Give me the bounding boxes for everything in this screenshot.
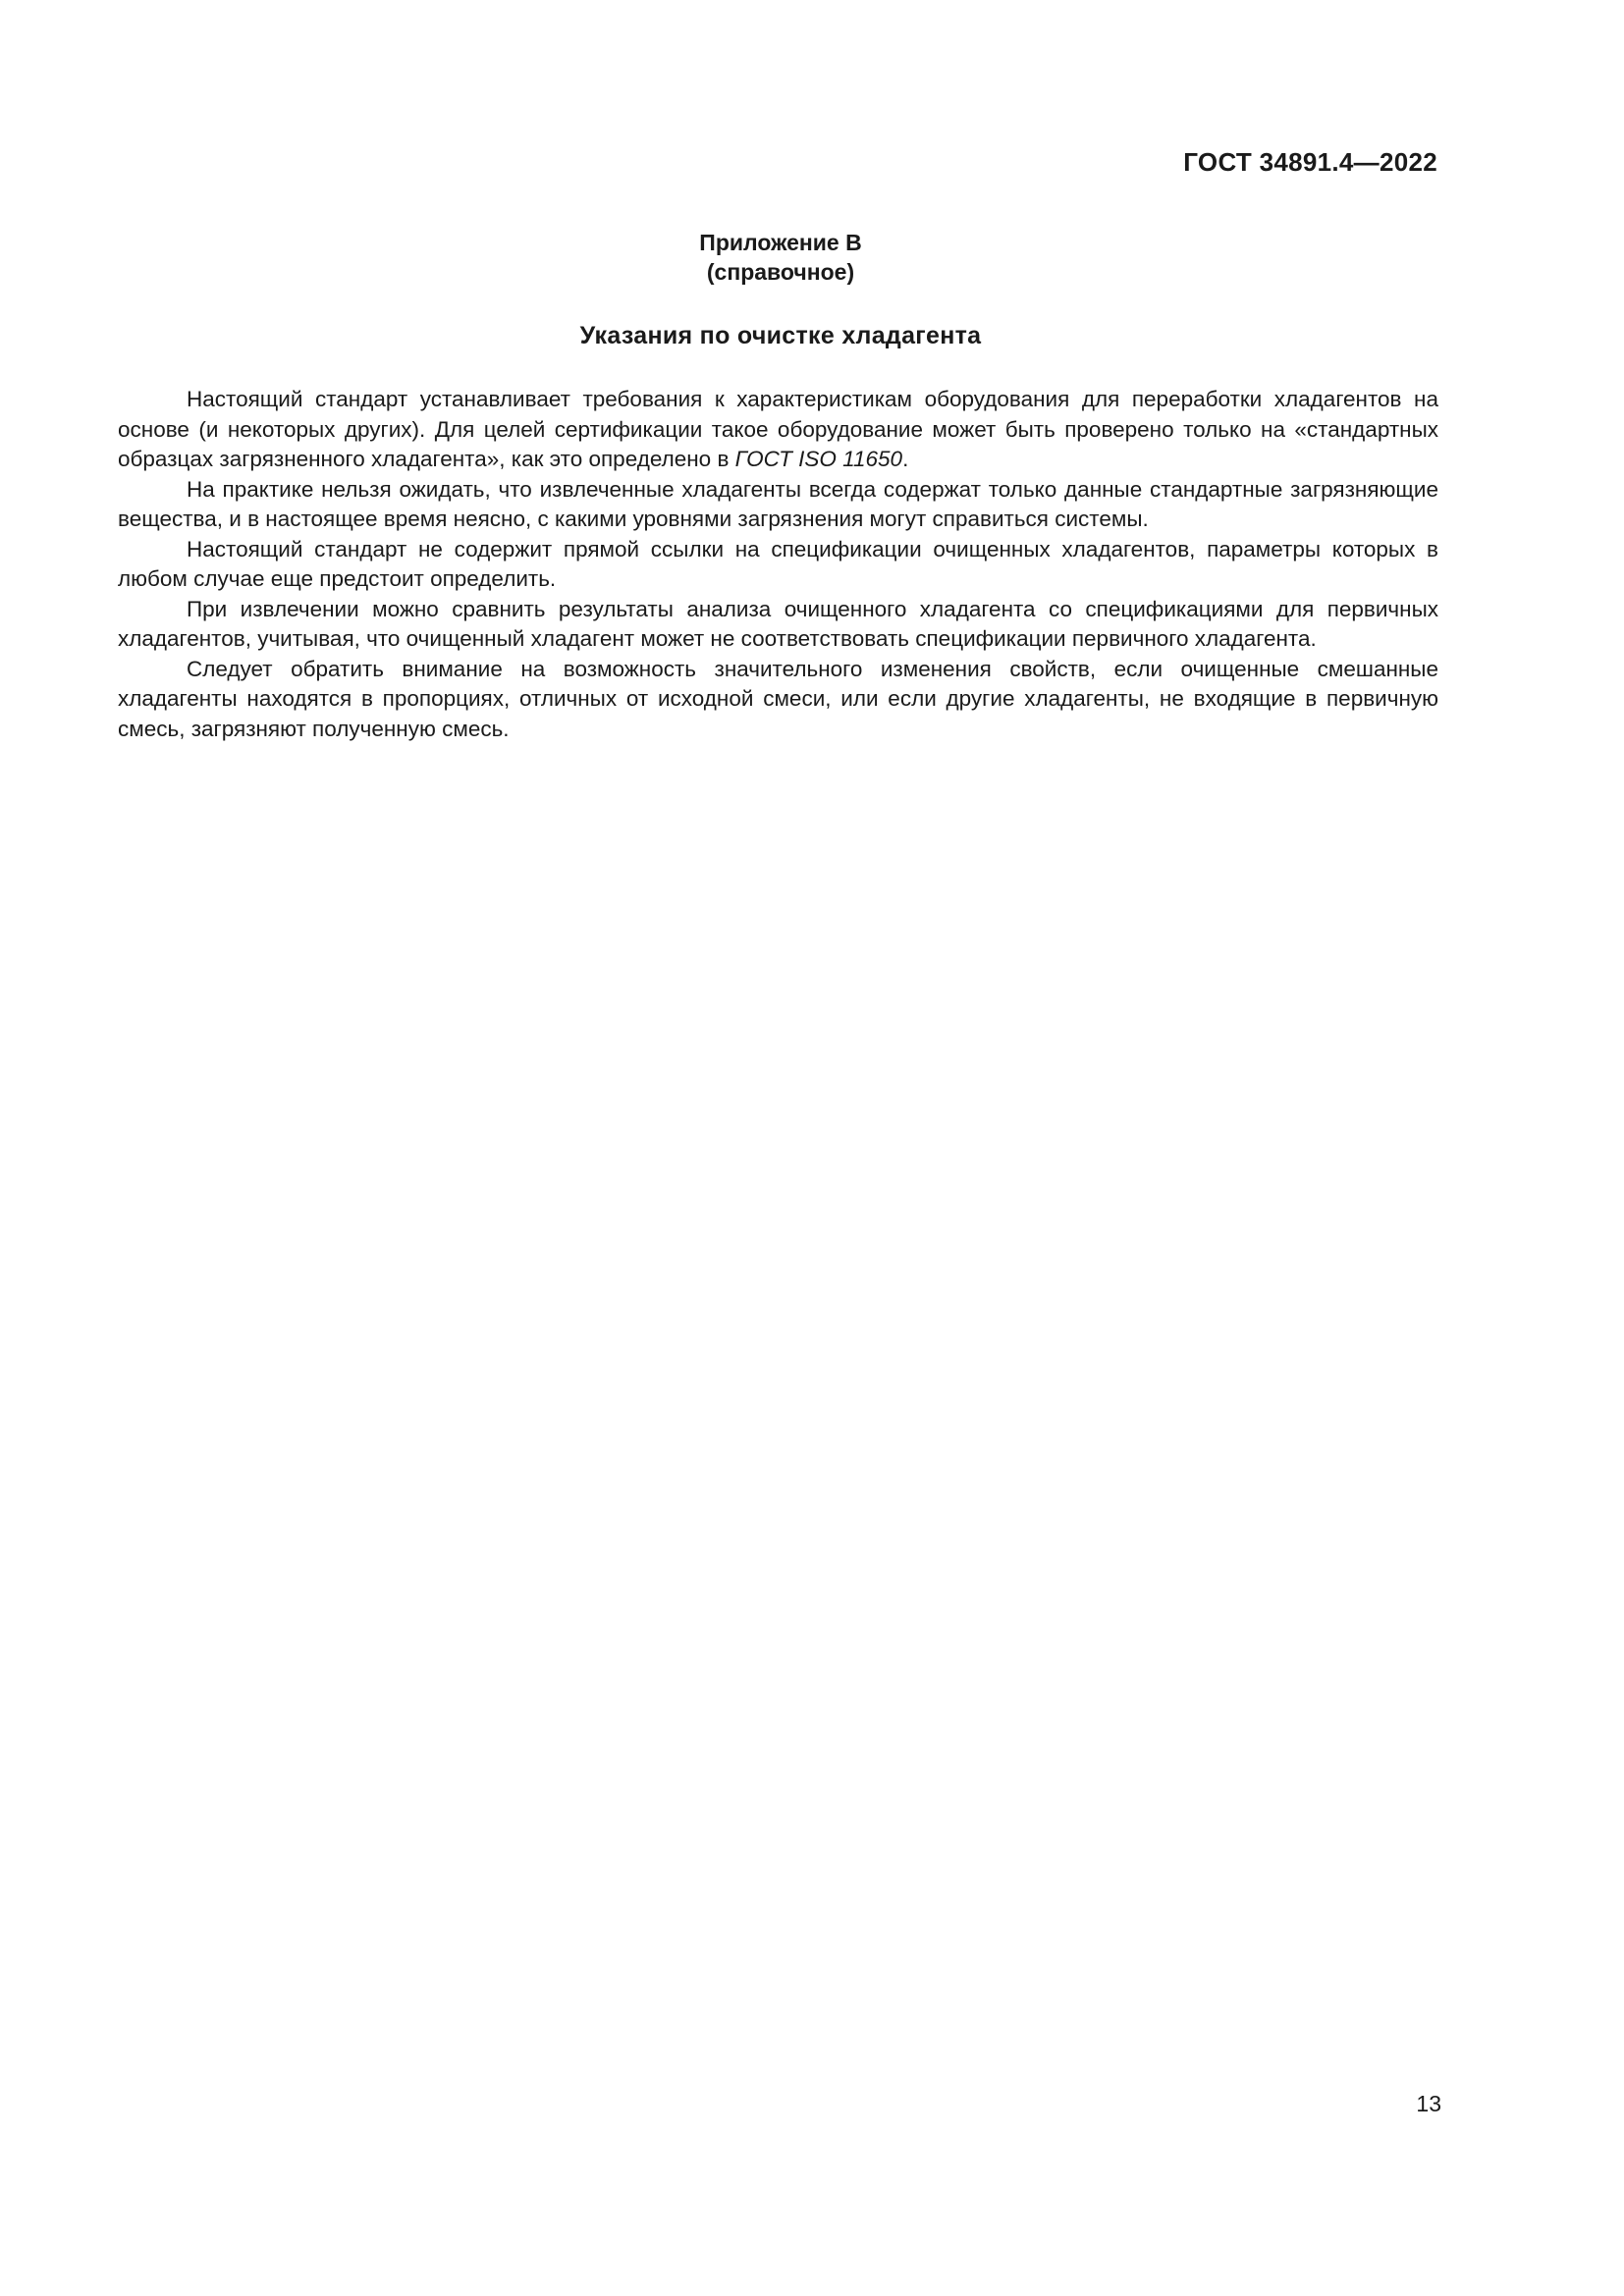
appendix-label: Приложение В	[699, 230, 862, 255]
paragraph-5: Следует обратить внимание на возможность значительного изменения свойств, если очищенные смешанные хладагенты находятся в пропорциях, отличных от исходной смеси, или если другие хладагенты, не входящие в первичную смесь, загрязняют полученную смесь.	[118, 656, 1438, 741]
paragraph-1-end: .	[902, 447, 909, 471]
paragraph-2: На практике нельзя ожидать, что извлеченные хладагенты всегда содержат только данные стандартные загрязняющие вещества, и в настоящее время неясно, с какими уровнями загрязнения могут справиться системы.	[118, 476, 1438, 531]
section-title: Указания по очистке хладагента	[579, 322, 982, 349]
appendix-heading	[0, 228, 1561, 287]
paragraph-3: Настоящий стандарт не содержит прямой ссылки на спецификации очищенных хладагентов, параметры которых в любом случае еще предстоит определить.	[118, 536, 1438, 591]
paragraph-1	[118, 385, 1438, 475]
document-code: ГОСТ 34891.4—2022	[1183, 147, 1437, 177]
paragraph-1-text: Настоящий стандарт устанавливает требования к характеристикам оборудования для переработки хладагентов на основе (и некоторых других). Для целей сертификации такое оборудование может быть проверено только на «стандартных образцах загрязненного хладагента», как это определено в	[118, 387, 1438, 471]
appendix-type: (справочное)	[706, 259, 855, 285]
standard-reference: ГОСТ ISO 11650	[734, 447, 903, 471]
paragraph-4: При извлечении можно сравнить результаты анализа очищенного хладагента со спецификациями для первичных хладагентов, учитывая, что очищенный хладагент может не соответствовать спецификации первичного хладагента.	[118, 596, 1438, 651]
page-number: 13	[1416, 2091, 1441, 2116]
body-text	[118, 385, 1438, 744]
